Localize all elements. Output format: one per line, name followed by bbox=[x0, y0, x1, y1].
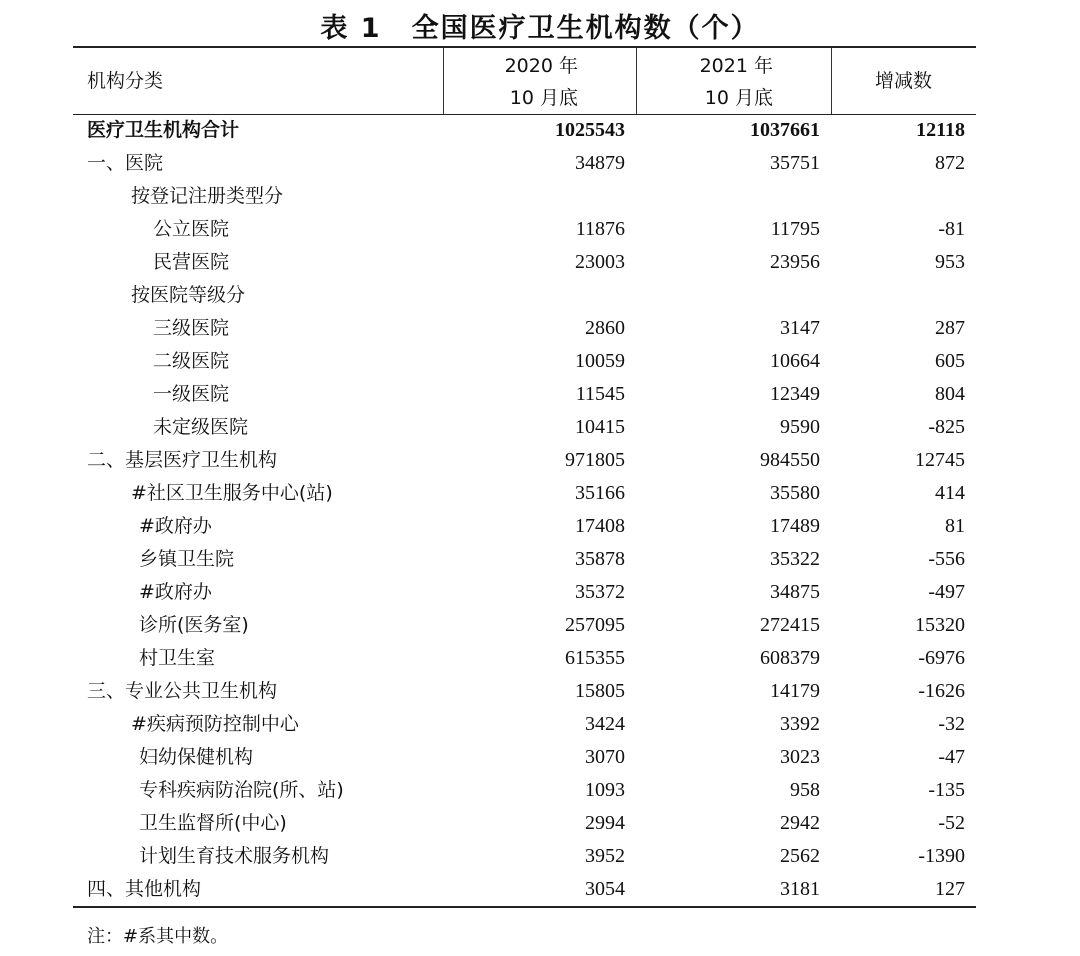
table-row bbox=[73, 873, 976, 906]
row-label: 专科疾病防治院(所、站) bbox=[139, 779, 344, 801]
value-2021: 11795 bbox=[770, 218, 820, 240]
value-2020: 2994 bbox=[585, 812, 625, 834]
row-label: 二级医院 bbox=[153, 350, 230, 372]
value-change: -52 bbox=[938, 812, 965, 834]
table-row bbox=[73, 510, 976, 543]
value-2020: 257095 bbox=[565, 614, 625, 636]
value-change: 81 bbox=[945, 515, 965, 537]
value-change: 414 bbox=[935, 482, 965, 504]
table-row bbox=[73, 708, 976, 741]
row-label: 公立医院 bbox=[153, 218, 230, 240]
row-label: #政府办 bbox=[139, 581, 212, 603]
value-change: -81 bbox=[938, 218, 965, 240]
value-change: -6976 bbox=[918, 647, 965, 669]
table-row bbox=[73, 411, 976, 444]
value-2021: 1037661 bbox=[750, 119, 820, 141]
value-2021: 958 bbox=[790, 779, 820, 801]
value-2020: 15805 bbox=[575, 680, 625, 702]
row-label: 医疗卫生机构合计 bbox=[87, 119, 240, 141]
value-change: -1626 bbox=[918, 680, 965, 702]
value-2021: 3147 bbox=[780, 317, 820, 339]
row-label: 未定级医院 bbox=[153, 416, 249, 438]
row-label: 诊所(医务室) bbox=[139, 614, 249, 636]
value-2020: 34879 bbox=[575, 152, 625, 174]
row-label: 乡镇卫生院 bbox=[139, 548, 235, 570]
value-2020: 11545 bbox=[575, 383, 625, 405]
value-2021: 2562 bbox=[780, 845, 820, 867]
table-row bbox=[73, 312, 976, 345]
value-2021: 34875 bbox=[770, 581, 820, 603]
value-2021: 35322 bbox=[770, 548, 820, 570]
value-change: -135 bbox=[928, 779, 965, 801]
value-2020: 3424 bbox=[585, 713, 625, 735]
row-label: #政府办 bbox=[139, 515, 212, 537]
value-change: 605 bbox=[935, 350, 965, 372]
table-row bbox=[73, 642, 976, 675]
table-row bbox=[73, 114, 976, 147]
value-2021: 10664 bbox=[770, 350, 820, 372]
table-row bbox=[73, 378, 976, 411]
value-2021: 3023 bbox=[780, 746, 820, 768]
table-row bbox=[73, 246, 976, 279]
row-label: 村卫生室 bbox=[139, 647, 216, 669]
value-change: -825 bbox=[928, 416, 965, 438]
header-2020-month: 10 月底 bbox=[509, 87, 578, 109]
row-label: 三、专业公共卫生机构 bbox=[87, 680, 278, 702]
table-row bbox=[73, 675, 976, 708]
value-2021: 35751 bbox=[770, 152, 820, 174]
value-2020: 3952 bbox=[585, 845, 625, 867]
value-change: -1390 bbox=[918, 845, 965, 867]
value-change: 15320 bbox=[915, 614, 965, 636]
row-label: 按登记注册类型分 bbox=[131, 185, 284, 207]
value-change: 127 bbox=[935, 878, 965, 900]
value-2021: 17489 bbox=[770, 515, 820, 537]
value-2021: 984550 bbox=[760, 449, 820, 471]
value-2021: 608379 bbox=[760, 647, 820, 669]
value-2021: 2942 bbox=[780, 812, 820, 834]
row-label: 按医院等级分 bbox=[131, 284, 246, 306]
row-label: 一级医院 bbox=[153, 383, 230, 405]
table-title-text: 全国医疗卫生机构数（个） bbox=[411, 13, 760, 44]
row-label: 卫生监督所(中心) bbox=[139, 812, 287, 834]
table-row bbox=[73, 180, 976, 213]
value-2021: 3392 bbox=[780, 713, 820, 735]
table-row bbox=[73, 213, 976, 246]
header-2021-month: 10 月底 bbox=[704, 87, 773, 109]
header-2020 bbox=[443, 48, 636, 114]
header-2021 bbox=[636, 48, 831, 114]
value-2021: 23956 bbox=[770, 251, 820, 273]
value-2021: 272415 bbox=[760, 614, 820, 636]
value-2021: 12349 bbox=[770, 383, 820, 405]
value-2020: 1025543 bbox=[555, 119, 625, 141]
value-2020: 23003 bbox=[575, 251, 625, 273]
table-header bbox=[73, 48, 976, 114]
value-change: -497 bbox=[928, 581, 965, 603]
header-2021-year: 2021 年 bbox=[699, 55, 773, 77]
row-label: 二、基层医疗卫生机构 bbox=[87, 449, 278, 471]
table-row bbox=[73, 609, 976, 642]
value-2021: 3181 bbox=[780, 878, 820, 900]
row-label: #社区卫生服务中心(站) bbox=[131, 482, 333, 504]
table-number: 表 1 bbox=[320, 13, 382, 44]
value-2020: 3054 bbox=[585, 878, 625, 900]
header-change: 增减数 bbox=[874, 70, 932, 92]
table-row bbox=[73, 147, 976, 180]
header-2020-year: 2020 年 bbox=[504, 55, 578, 77]
row-label: 三级医院 bbox=[153, 317, 230, 339]
value-change: -47 bbox=[938, 746, 965, 768]
value-change: 12745 bbox=[915, 449, 965, 471]
table-row bbox=[73, 840, 976, 873]
value-2021: 14179 bbox=[770, 680, 820, 702]
table-row bbox=[73, 774, 976, 807]
row-label: 妇幼保健机构 bbox=[139, 746, 254, 768]
value-2020: 1093 bbox=[585, 779, 625, 801]
header-category: 机构分类 bbox=[87, 70, 164, 92]
table-row bbox=[73, 543, 976, 576]
row-label: 民营医院 bbox=[153, 251, 230, 273]
value-2020: 11876 bbox=[575, 218, 625, 240]
value-2020: 17408 bbox=[575, 515, 625, 537]
table-row bbox=[73, 807, 976, 840]
row-label: #疾病预防控制中心 bbox=[131, 713, 299, 735]
value-2020: 615355 bbox=[565, 647, 625, 669]
table-row bbox=[73, 345, 976, 378]
value-change: 12118 bbox=[916, 119, 965, 141]
value-change: 287 bbox=[935, 317, 965, 339]
table-note: 注：#系其中数。 bbox=[87, 926, 229, 947]
value-change: 804 bbox=[935, 383, 965, 405]
row-label: 四、其他机构 bbox=[87, 878, 202, 900]
table-row bbox=[73, 576, 976, 609]
value-2021: 35580 bbox=[770, 482, 820, 504]
value-change: -556 bbox=[928, 548, 965, 570]
value-2020: 10415 bbox=[575, 416, 625, 438]
table-row bbox=[73, 279, 976, 312]
value-2020: 971805 bbox=[565, 449, 625, 471]
value-2020: 10059 bbox=[575, 350, 625, 372]
value-2020: 35878 bbox=[575, 548, 625, 570]
value-change: -32 bbox=[938, 713, 965, 735]
bottom-rule bbox=[73, 906, 976, 908]
table-row bbox=[73, 741, 976, 774]
table-row bbox=[73, 477, 976, 510]
value-2020: 35372 bbox=[575, 581, 625, 603]
value-2020: 35166 bbox=[575, 482, 625, 504]
value-2020: 3070 bbox=[585, 746, 625, 768]
table-row bbox=[73, 444, 976, 477]
value-change: 872 bbox=[935, 152, 965, 174]
value-2021: 9590 bbox=[780, 416, 820, 438]
value-2020: 2860 bbox=[585, 317, 625, 339]
value-change: 953 bbox=[935, 251, 965, 273]
table-title bbox=[0, 6, 1080, 45]
row-label: 计划生育技术服务机构 bbox=[139, 845, 330, 867]
row-label: 一、医院 bbox=[87, 152, 164, 174]
